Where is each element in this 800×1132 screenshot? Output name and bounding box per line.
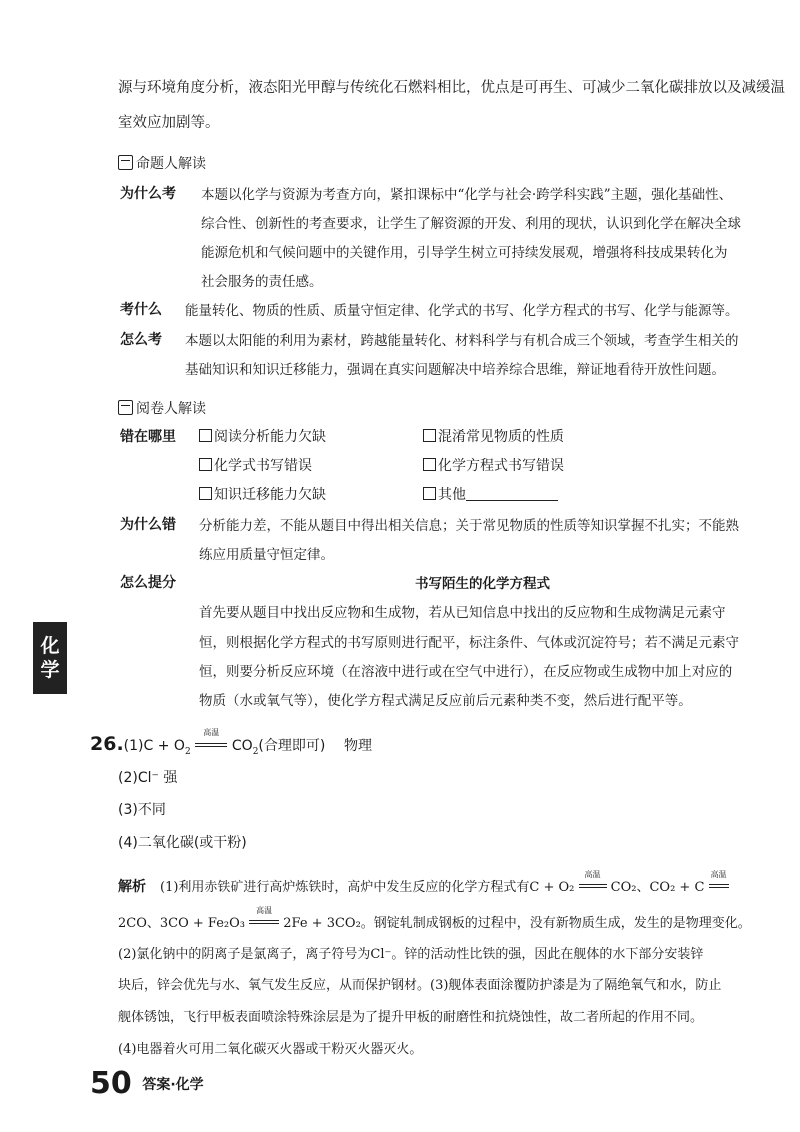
mingti-why-line-2: 综合性、创新性的考查要求，让学生了解资源的开发、利用的现状，认识到化学在解决全球 (201, 216, 741, 232)
why-wrong-line-1: 分析能力差，不能从题目中得出相关信息；关于常见物质的性质等知识掌握不扎实；不能熟 (199, 518, 739, 534)
jiexi-line-5: 舰体锈蚀，飞行甲板表面喷涂特殊涂层是为了提升甲板的耐磨性和抗烧蚀性，故二者所起的作用不同。 (118, 1010, 704, 1025)
mingti-what-text: 能量转化、物质的性质、质量守恒定律、化学式的书写、化学方程式的书写、化学与能源等。 (185, 303, 739, 319)
checkbox-properties[interactable]: 混淆常见物质的性质 (423, 426, 564, 446)
subject-side-tab: 化 学 (33, 622, 67, 694)
mingti-why-line-3: 能源危机和气候问题中的关键作用，引导学生树立可持续发展观，增强将科技成果转化为 (201, 245, 728, 261)
document-icon (118, 155, 133, 170)
mingti-why-line-1: 本题以化学与资源为考查方向，紧扣课标中“化学与社会·跨学科实践”主题，强化基础性、 (201, 187, 733, 203)
q26-answer-2: (2)Cl⁻ 强 (118, 770, 178, 786)
mingti-how-line-1: 本题以太阳能的利用为素材，跨越能量转化、材料科学与有机合成三个领域，考查学生相关的 (185, 333, 739, 349)
mingti-what-label: 考什么 (120, 302, 162, 318)
checkbox-transfer[interactable]: 知识迁移能力欠缺 (199, 484, 326, 504)
jiexi-line-2: 2CO、3CO + Fe₂O₃ 高温 2Fe + 3CO₂。钢锭轧制成钢板的过程中，没有新物质生成，发生的是物理变化。 (118, 906, 751, 931)
document-icon (118, 400, 133, 415)
checkbox-equation[interactable]: 化学方程式书写错误 (423, 455, 564, 475)
condition-arrow: 高温 (195, 738, 227, 754)
improve-label: 怎么提分 (120, 575, 176, 591)
checkbox-reading[interactable]: 阅读分析能力欠缺 (199, 426, 326, 446)
intro-line-1: 源与环境角度分析，液态阳光甲醇与传统化石燃料相比，优点是可再生、可减少二氧化碳排放以及减缓温 (118, 80, 785, 96)
mingti-header: 命题人解读 (118, 153, 206, 173)
improve-line-1: 首先要从题目中找出反应物和生成物，若从已知信息中找出的反应物和生成物满足元素守 (199, 605, 726, 621)
q26-answer-1: $26.(1)C + O_2$ 高温 $CO_2$(合理即可) 物理 (90, 728, 372, 757)
mingti-how-label: 怎么考 (120, 332, 162, 348)
q26-answer-3: (3)不同 (118, 802, 166, 818)
mingti-why-line-4: 社会服务的责任感。 (201, 274, 323, 290)
intro-line-2: 室效应加剧等。 (118, 115, 220, 131)
yuejuan-header: 阅卷人解读 (118, 398, 206, 418)
question-number: 26. (90, 733, 124, 755)
jiexi-line-1: 解析 (1)利用赤铁矿进行高炉炼铁时，高炉中发生反应的化学方程式有C + O₂ 高温 CO₂、CO₂ + C 高温 (118, 870, 727, 895)
jiexi-label: 解析 (118, 879, 146, 895)
improve-line-2: 恒，则根据化学方程式的书写原则进行配平，标注条件、气体或沉淀符号；若不满足元素守 (199, 635, 739, 651)
jiexi-line-4: 块后，锌会优先与水、氧气发生反应，从而保护钢材。(3)舰体表面涂覆防护漆是为了隔绝氧气和水，防止 (118, 978, 722, 993)
improve-line-3: 恒，则要分析反应环境（在溶液中进行或在空气中进行），在反应物或生成物中加上对应的 (199, 664, 733, 680)
improve-line-4: 物质（水或氧气等），使化学方程式满足反应前后元素种类不变，然后进行配平等。 (199, 693, 692, 709)
jiexi-line-6: (4)电器着火可用二氧化碳灭火器或干粉灭火器灭火。 (118, 1042, 423, 1057)
condition-arrow: 高温 (579, 880, 607, 895)
page-footer (90, 1066, 204, 1101)
other-blank[interactable] (466, 500, 558, 501)
condition-arrow: 高温 (709, 880, 729, 895)
why-wrong-line-2: 练应用质量守恒定律。 (199, 547, 334, 563)
jiexi-line-3: (2)氯化钠中的阴离子是氯离子，离子符号为Cl⁻。锌的活动性比铁的强，因此在舰体的水下部分安装锌 (118, 947, 704, 962)
mingti-why-label: 为什么考 (120, 186, 176, 202)
checkbox-other[interactable]: 其他 (423, 487, 466, 503)
condition-arrow: 高温 (249, 916, 279, 931)
where-wrong-label: 错在哪里 (120, 429, 176, 445)
why-wrong-label: 为什么错 (120, 517, 176, 533)
page-number: 50 (90, 1066, 132, 1101)
checkbox-other-group[interactable] (423, 484, 558, 504)
mingti-how-line-2: 基础知识和知识迁移能力，强调在真实问题解决中培养综合思维，辩证地看待开放性问题。 (185, 362, 725, 378)
q26-answer-4: (4)二氧化碳(或干粉) (118, 835, 247, 851)
footer-label: 答案·化学 (142, 1077, 204, 1093)
checkbox-formula[interactable]: 化学式书写错误 (199, 455, 312, 475)
improve-title: 书写陌生的化学方程式 (415, 576, 550, 592)
